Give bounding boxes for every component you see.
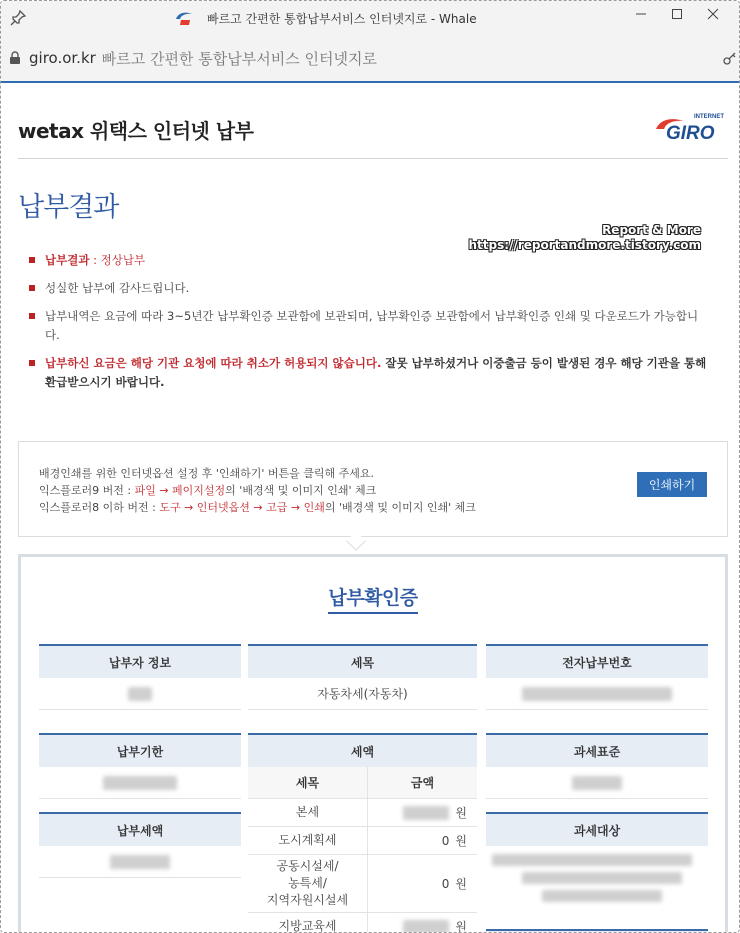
payment-certificate [18, 554, 728, 933]
col-item-header: 세목 [248, 767, 368, 798]
certificate-title-wrap [21, 583, 725, 610]
redacted-value [572, 776, 622, 790]
due-date-value [39, 767, 241, 799]
table-row [248, 855, 477, 913]
row-amount-value: 0 [441, 876, 450, 891]
row-item: 본세 [248, 799, 368, 826]
col-amount-header: 금액 [410, 776, 435, 790]
redacted-value [128, 687, 152, 701]
note-thanks [29, 279, 707, 298]
key-icon[interactable] [723, 51, 737, 65]
payer-info-box [39, 644, 241, 710]
tax-amount-table-header [248, 767, 477, 799]
row-unit: 원 [455, 834, 467, 848]
retention-text: 납부내역은 요금에 따라 3~5년간 납부확인증 보관함에 보관되며, 납부확인증 보관함에서 납부확인증 인쇄 및 다운로드가 가능합니다. [45, 309, 699, 342]
result-notes [29, 251, 707, 401]
cancel-warning: 납부하신 요금은 해당 기관 요청에 따라 취소가 허용되지 않습니다. [45, 356, 382, 370]
table-row [248, 913, 477, 933]
print-guide-ie8 [39, 499, 476, 516]
page-header-title: wetax 위택스 인터넷 납부 [18, 119, 254, 143]
row-unit: 원 [455, 806, 467, 820]
paid-amount-value [39, 846, 241, 878]
watermark-line2: https://reportandmore.tistory.com [468, 238, 701, 252]
watermark [469, 223, 701, 253]
due-date-label: 납부기한 [39, 735, 241, 767]
tax-base-box [486, 733, 708, 799]
paid-amount-label: 납부세액 [39, 814, 241, 846]
print-button[interactable]: 인쇄하기 [637, 472, 707, 497]
giro-favicon-icon [175, 11, 193, 27]
window-title: 빠르고 간편한 통합납부서비스 인터넷지로 - Whale [207, 12, 477, 26]
row-amount [368, 827, 477, 854]
result-title: 납부결과 [18, 192, 119, 223]
row-unit: 원 [455, 920, 467, 933]
tax-target-value [486, 846, 708, 908]
print-guide-ie9 [39, 482, 476, 499]
tax-item-label: 세목 [248, 646, 477, 678]
bullet-icon [29, 313, 35, 319]
page-header [18, 109, 728, 159]
redacted-value [522, 872, 682, 884]
e-payment-no-label: 전자납부번호 [486, 646, 708, 678]
redacted-value [522, 687, 672, 701]
note-retention [29, 307, 707, 345]
ie8-path: 도구 → 인터넷옵션 → 고급 → 인쇄 [159, 501, 325, 514]
row-unit: 원 [455, 877, 467, 891]
tax-item-box [248, 644, 477, 710]
bullet-icon [29, 285, 35, 291]
certificate-title: 납부확인증 [328, 587, 417, 614]
row-amount [368, 913, 477, 933]
row-item: 도시계획세 [248, 827, 368, 854]
due-date-box [39, 733, 241, 799]
e-payment-no-value [486, 678, 708, 710]
address-bar[interactable] [1, 35, 739, 83]
ie9-prefix: 익스플로러9 버전 : [39, 484, 135, 497]
tax-base-value [486, 767, 708, 799]
print-guide-box [18, 441, 728, 537]
row-item: 지방교육세 [248, 913, 368, 933]
title-bar [1, 1, 739, 35]
page-content [1, 83, 740, 933]
url-page-title: 빠르고 간편한 통합납부서비스 인터넷지로 [101, 49, 377, 68]
paid-amount-box [39, 812, 241, 878]
giro-logo [654, 111, 728, 141]
lock-icon[interactable] [9, 51, 21, 65]
bullet-icon [29, 257, 35, 263]
redacted-value [542, 890, 662, 902]
tax-amount-label: 세액 [248, 735, 477, 767]
redacted-value [103, 776, 177, 790]
redacted-value [403, 920, 449, 933]
payer-info-label: 납부자 정보 [39, 646, 241, 678]
tax-amount-box [248, 733, 477, 933]
print-guide-lines [39, 465, 476, 516]
tax-base-label: 과세표준 [486, 735, 708, 767]
url-domain: giro.or.kr [29, 49, 96, 67]
print-guide-line1: 배경인쇄를 위한 인터넷옵션 설정 후 '인쇄하기' 버튼을 클릭해 주세요. [39, 467, 375, 480]
note-status [29, 251, 707, 270]
logo-main-text: GIRO [666, 123, 715, 141]
status-value: : 정상납부 [89, 253, 146, 267]
redacted-value [403, 806, 449, 820]
maximize-button[interactable] [659, 1, 695, 27]
table-row [248, 799, 477, 827]
table-row [248, 827, 477, 855]
row-amount [368, 855, 477, 912]
close-button[interactable] [695, 1, 731, 27]
tax-target-box [486, 812, 708, 908]
tax-item-value: 자동차세(자동차) [248, 678, 477, 710]
status-label: 납부결과 [45, 253, 90, 267]
logo-top-text: INTERNET [694, 114, 724, 120]
ie9-suffix: 의 '배경색 및 이미지 인쇄' 체크 [225, 484, 377, 497]
window-title-group [175, 10, 477, 27]
close-icon [707, 8, 719, 20]
refund-guide: 잘못 납부하셨거나 이중출금 등이 발생된 경우 해당 기관을 통해 환급받으시기 바랍니다. [45, 356, 707, 389]
redacted-value [492, 854, 692, 866]
bullet-icon [29, 360, 35, 366]
row-amount [368, 799, 477, 826]
ie9-path: 파일 → 페이지설정 [134, 484, 226, 497]
ie8-prefix: 익스플로러8 이하 버전 : [39, 501, 160, 514]
payer-info-value [39, 678, 241, 710]
minimize-icon [635, 8, 647, 20]
window-controls [623, 1, 731, 27]
row-amount-value: 0 [441, 833, 450, 848]
next-box-header [486, 929, 708, 933]
pin-icon[interactable] [9, 9, 27, 27]
minimize-button[interactable] [623, 1, 659, 27]
watermark-line1: Report & More [602, 223, 701, 237]
note-cancel [29, 354, 707, 392]
row-item: 공동시설세/ 농특세/ 지역자원시설세 [248, 855, 368, 912]
e-payment-no-box [486, 644, 708, 710]
redacted-value [110, 855, 170, 869]
maximize-icon [671, 8, 683, 20]
tax-target-label: 과세대상 [486, 814, 708, 846]
ie8-suffix: 의 '배경색 및 이미지 인쇄' 체크 [324, 501, 476, 514]
thanks-text: 성실한 납부에 감사드립니다. [45, 281, 190, 295]
